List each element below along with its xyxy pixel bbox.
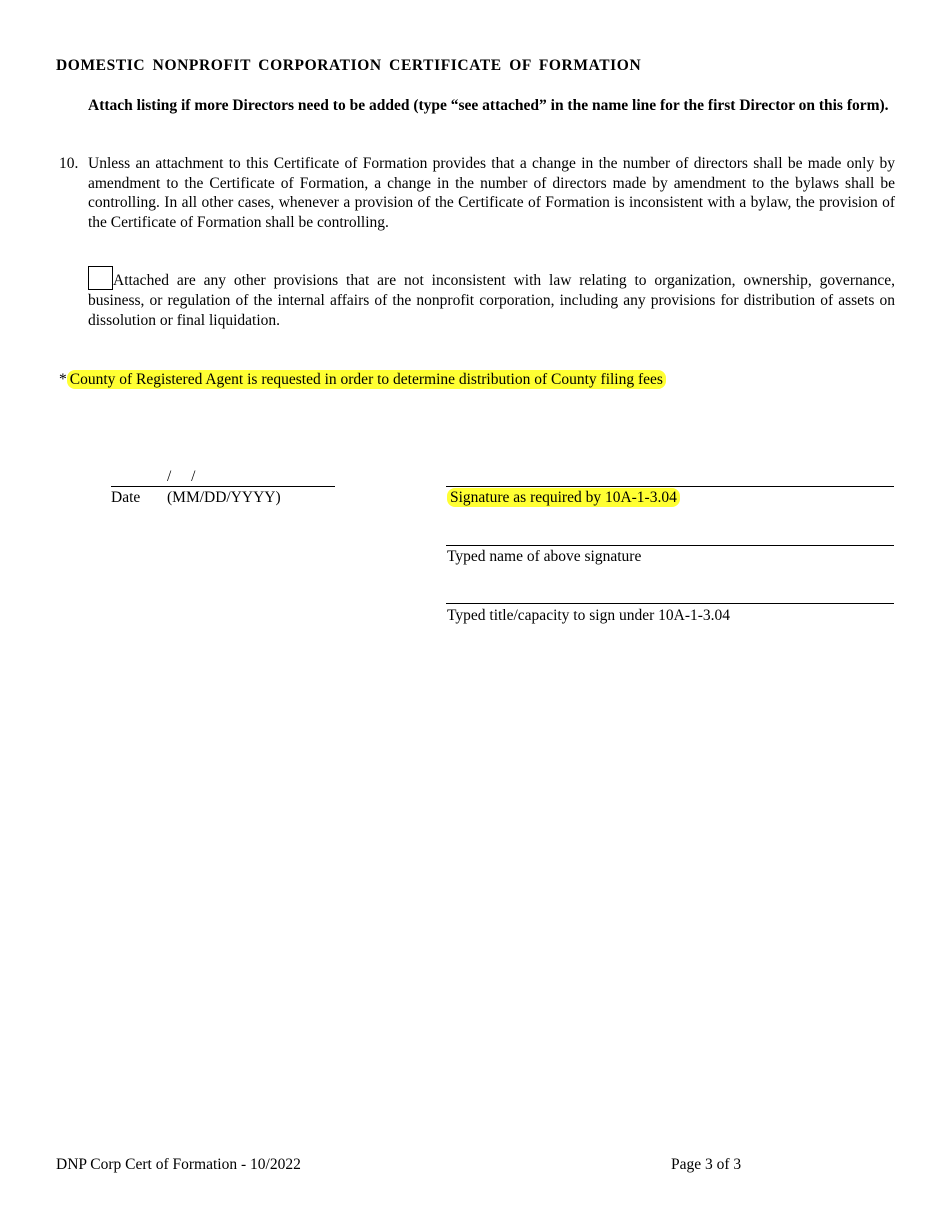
typed-title-label: Typed title/capacity to sign under 10A-1-3.04 [447, 607, 731, 624]
item-10-number: 10. [59, 155, 79, 172]
date-format-hint: (MM/DD/YYYY) [167, 489, 281, 506]
footer-form-id: DNP Corp Cert of Formation - 10/2022 [56, 1156, 301, 1173]
other-provisions-text: Attached are any other provisions that are not inconsistent with law relating to organization, ownership, governance, business, or regulation of the internal affairs of the nonprofit corporation, including any provisions for distribution of assets on dissolution or final liquidation. [88, 272, 895, 329]
attach-directors-note: Attach listing if more Directors need to be added (type “see attached” in the name line for the first Director on this form). [88, 97, 889, 114]
date-label: Date [111, 489, 141, 506]
footer-page-number: Page 3 of 3 [671, 1156, 742, 1173]
typed-title-line[interactable] [446, 603, 894, 604]
county-note-asterisk: * [59, 371, 67, 388]
other-provisions-checkbox[interactable] [88, 266, 113, 290]
item-10-text: Unless an attachment to this Certificate of Formation provides that a change in the number of directors shall be made only by amendment to the Certificate of Formation, a change in the number of directors made by amendment to the bylaws shall be controlling. In all other cases, whenever a provision of the Certificate of Formation is inconsistent with a bylaw, the provision of the Certificate of Formation shall be controlling. [88, 155, 895, 231]
signature-label-highlight: Signature as required by 10A-1-3.04 [447, 488, 680, 507]
county-filing-note [59, 370, 666, 390]
form-title: DOMESTIC NONPROFIT CORPORATION CERTIFICATE OF FORMATION [56, 57, 642, 74]
typed-name-label: Typed name of above signature [447, 548, 642, 565]
date-slashes: / / [167, 468, 196, 485]
date-input-line[interactable] [111, 486, 335, 487]
county-note-highlight: County of Registered Agent is requested in order to determine distribution of County filing fees [67, 370, 666, 389]
signature-line[interactable] [446, 486, 894, 487]
typed-name-line[interactable] [446, 545, 894, 546]
signature-label [447, 488, 680, 508]
